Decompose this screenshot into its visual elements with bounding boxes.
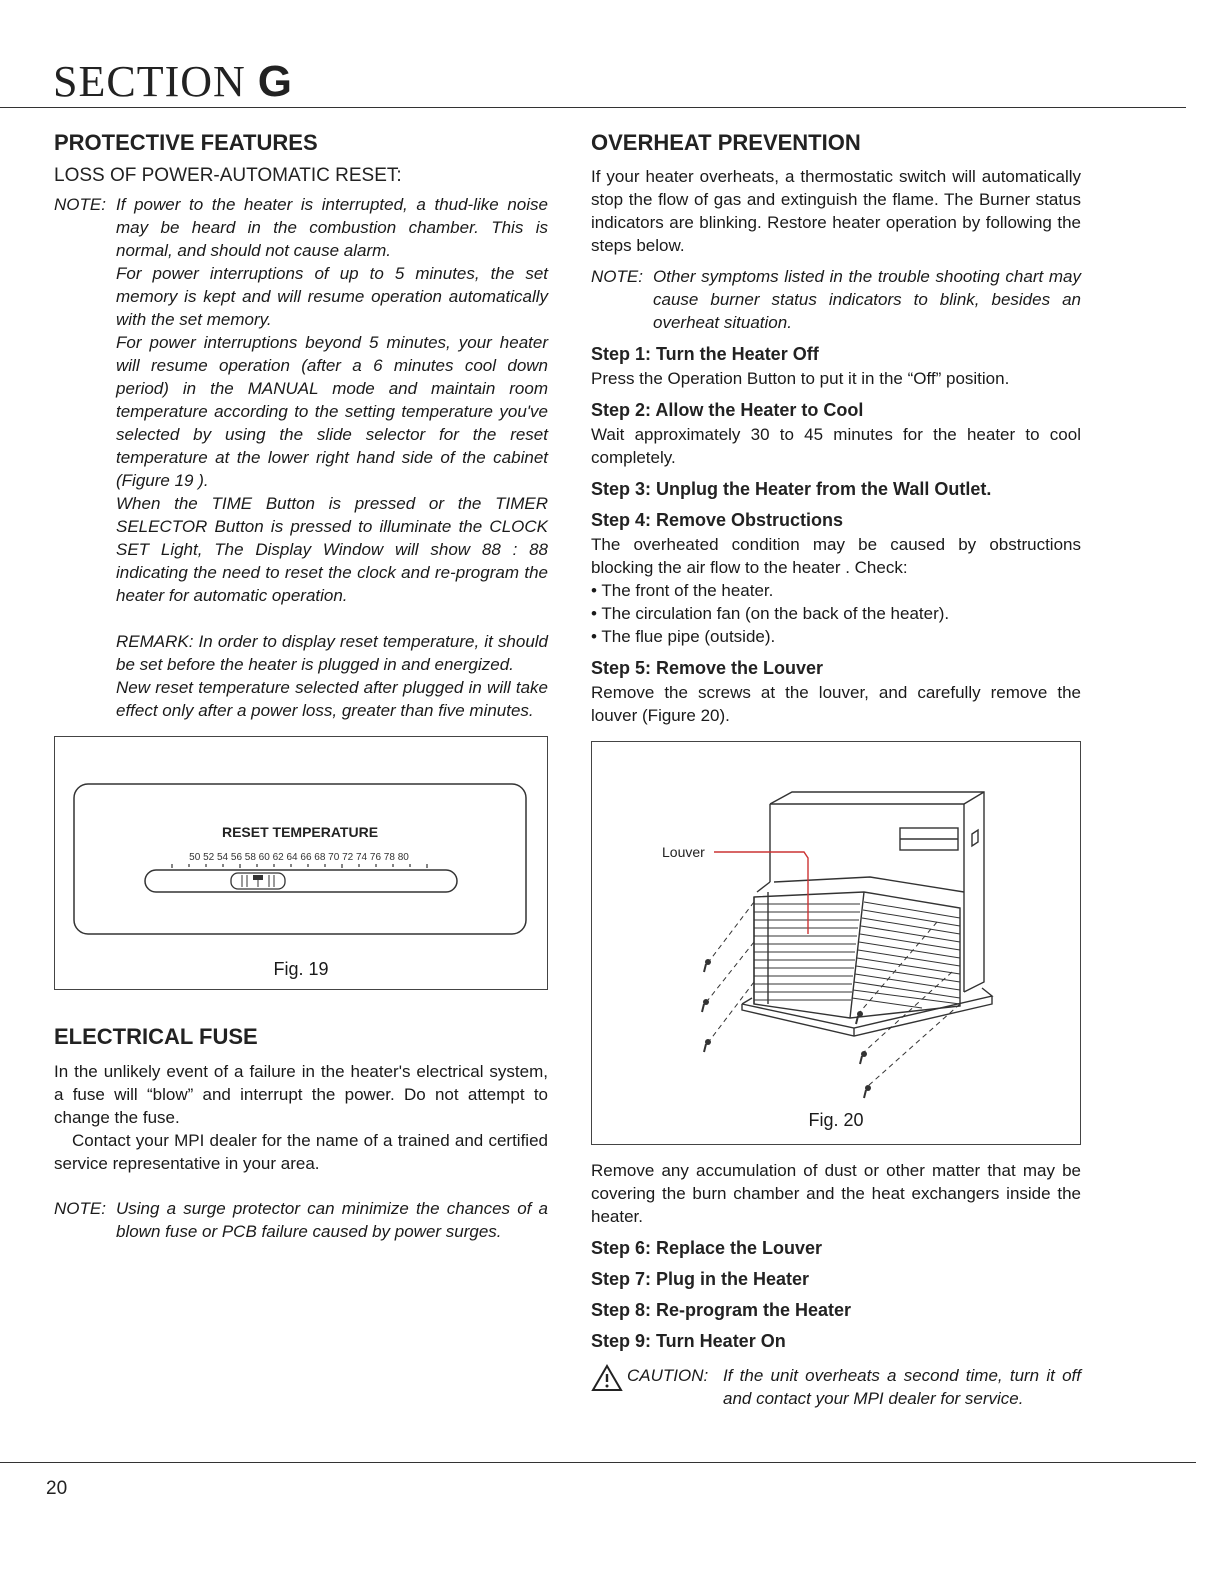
step-9-heading: Step 9: Turn Heater On xyxy=(591,1331,786,1351)
note-label: NOTE: xyxy=(591,267,643,286)
figure-20 xyxy=(591,741,1081,1145)
step-1-body: Press the Operation Button to put it in the “Off” position. xyxy=(591,369,1010,388)
right-column xyxy=(591,130,1081,1410)
left-column xyxy=(54,130,548,1243)
warning-triangle-icon xyxy=(591,1364,627,1410)
caution-text: If the unit overheats a second time, turn it off and contact your MPI dealer for service. xyxy=(723,1366,1081,1408)
louver-label: Louver xyxy=(662,844,705,860)
step-4-heading: Step 4: Remove Obstructions xyxy=(591,510,844,530)
overheat-prevention-heading: OVERHEAT PREVENTION xyxy=(591,130,861,155)
step-1-heading: Step 1: Turn the Heater Off xyxy=(591,344,819,364)
fuse-contact-paragraph: Contact your MPI dealer for the name of a trained and certified service representative in your area. xyxy=(54,1131,548,1173)
protective-features-heading: PROTECTIVE FEATURES xyxy=(54,130,318,155)
step-3-heading: Step 3: Unplug the Heater from the Wall Outlet. xyxy=(591,479,992,499)
electrical-fuse-heading: ELECTRICAL FUSE xyxy=(54,1024,258,1049)
step-4-bullet: • The front of the heater. xyxy=(591,581,774,600)
caution-label: CAUTION: xyxy=(627,1366,709,1385)
section-title: SECTION G xyxy=(53,57,294,106)
page-number: 20 xyxy=(46,1478,68,1499)
heater-louver-illustration xyxy=(592,742,1080,1144)
step-4-bullet: • The flue pipe (outside). xyxy=(591,627,776,646)
fuse-note xyxy=(54,1197,548,1243)
reset-temperature-scale: 50 52 54 56 58 60 62 64 66 68 70 72 74 76 78 80 xyxy=(189,852,409,863)
step-4-bullet: • The circulation fan (on the back of the heater). xyxy=(591,604,950,623)
reset-temperature-title: RESET TEMPERATURE xyxy=(221,824,379,840)
header-rule xyxy=(0,107,1186,108)
note-label: NOTE: xyxy=(54,195,106,214)
step-6-heading: Step 6: Replace the Louver xyxy=(591,1238,823,1258)
step-8-heading: Step 8: Re-program the Heater xyxy=(591,1300,852,1320)
overheat-intro: If your heater overheats, a thermostatic switch will automatically stop the flow of gas and extinguish the flame. The Burner status indicators are blinking. Restore heater operation by following the steps below. xyxy=(591,167,1081,255)
remark-paragraph: REMARK: In order to display reset temperature, it should be set before the heater is plugged in and energized. xyxy=(116,632,548,674)
step-5-heading: Step 5: Remove the Louver xyxy=(591,658,824,678)
footer-rule xyxy=(0,1462,1196,1463)
step-2-body: Wait approximately 30 to 45 minutes for the heater to cool completely. xyxy=(591,425,1081,467)
step-5-body: Remove the screws at the louver, and carefully remove the louver (Figure 20). xyxy=(591,683,1081,725)
loss-of-power-subheading: LOSS OF POWER-AUTOMATIC RESET: xyxy=(54,165,402,186)
note-paragraph: When the TIME Button is pressed or the TIMER SELECTOR Button is pressed to illuminate the CLOCK SET Light, The Display Window will show 88 : 88 indicating the need to reset the clock and re-program the heater for automatic operation. xyxy=(116,494,548,605)
note-paragraph: If power to the heater is interrupted, a thud-like noise may be heard in the combustion chamber. This is normal, and should not cause alarm. xyxy=(116,195,548,260)
step-7-heading: Step 7: Plug in the Heater xyxy=(591,1269,810,1289)
screw-icon xyxy=(702,959,871,1098)
fuse-note-text: Using a surge protector can minimize the chances of a blown fuse or PCB failure caused by power surges. xyxy=(116,1199,548,1241)
step-4-body: The overheated condition may be caused by obstructions blocking the air flow to the heater . Check: xyxy=(591,535,1081,577)
step-2-heading: Step 2: Allow the Heater to Cool xyxy=(591,400,864,420)
figure-20-caption: Fig. 20 xyxy=(808,1110,864,1130)
slide-selector-knob xyxy=(231,873,285,889)
caution-note xyxy=(591,1364,1081,1410)
after-figure-paragraph: Remove any accumulation of dust or other matter that may be covering the burn chamber and the heat exchangers inside the heater. xyxy=(591,1161,1081,1226)
figure-19-caption: Fig. 19 xyxy=(273,959,329,979)
reset-temperature-panel-illustration xyxy=(55,737,547,989)
overheat-note xyxy=(591,265,1081,334)
note-paragraph: For power interruptions beyond 5 minutes, your heater will resume operation (after a 6 minutes cool down period) in the MANUAL mode and maintain room temperature according to the setting temperature you've selected by using the slide selector for the reset temperature at the lower right hand side of the cabinet (Figure 19 ). xyxy=(116,333,548,490)
remark-paragraph-2: New reset temperature selected after plugged in will take effect only after a power loss, greater than five minutes. xyxy=(116,678,548,720)
fuse-paragraph: In the unlikely event of a failure in the heater's electrical system, a fuse will “blow” and interrupt the power. Do not attempt to change the fuse. xyxy=(54,1062,548,1127)
note-label: NOTE: xyxy=(54,1199,106,1218)
note-paragraph: For power interruptions of up to 5 minutes, the set memory is kept and will resume operation automatically with the set memory. xyxy=(116,264,548,329)
figure-19 xyxy=(54,736,548,990)
loss-of-power-note xyxy=(54,193,548,607)
overheat-note-text: Other symptoms listed in the trouble shooting chart may cause burner status indicators to blink, besides an overheat situation. xyxy=(653,267,1081,332)
